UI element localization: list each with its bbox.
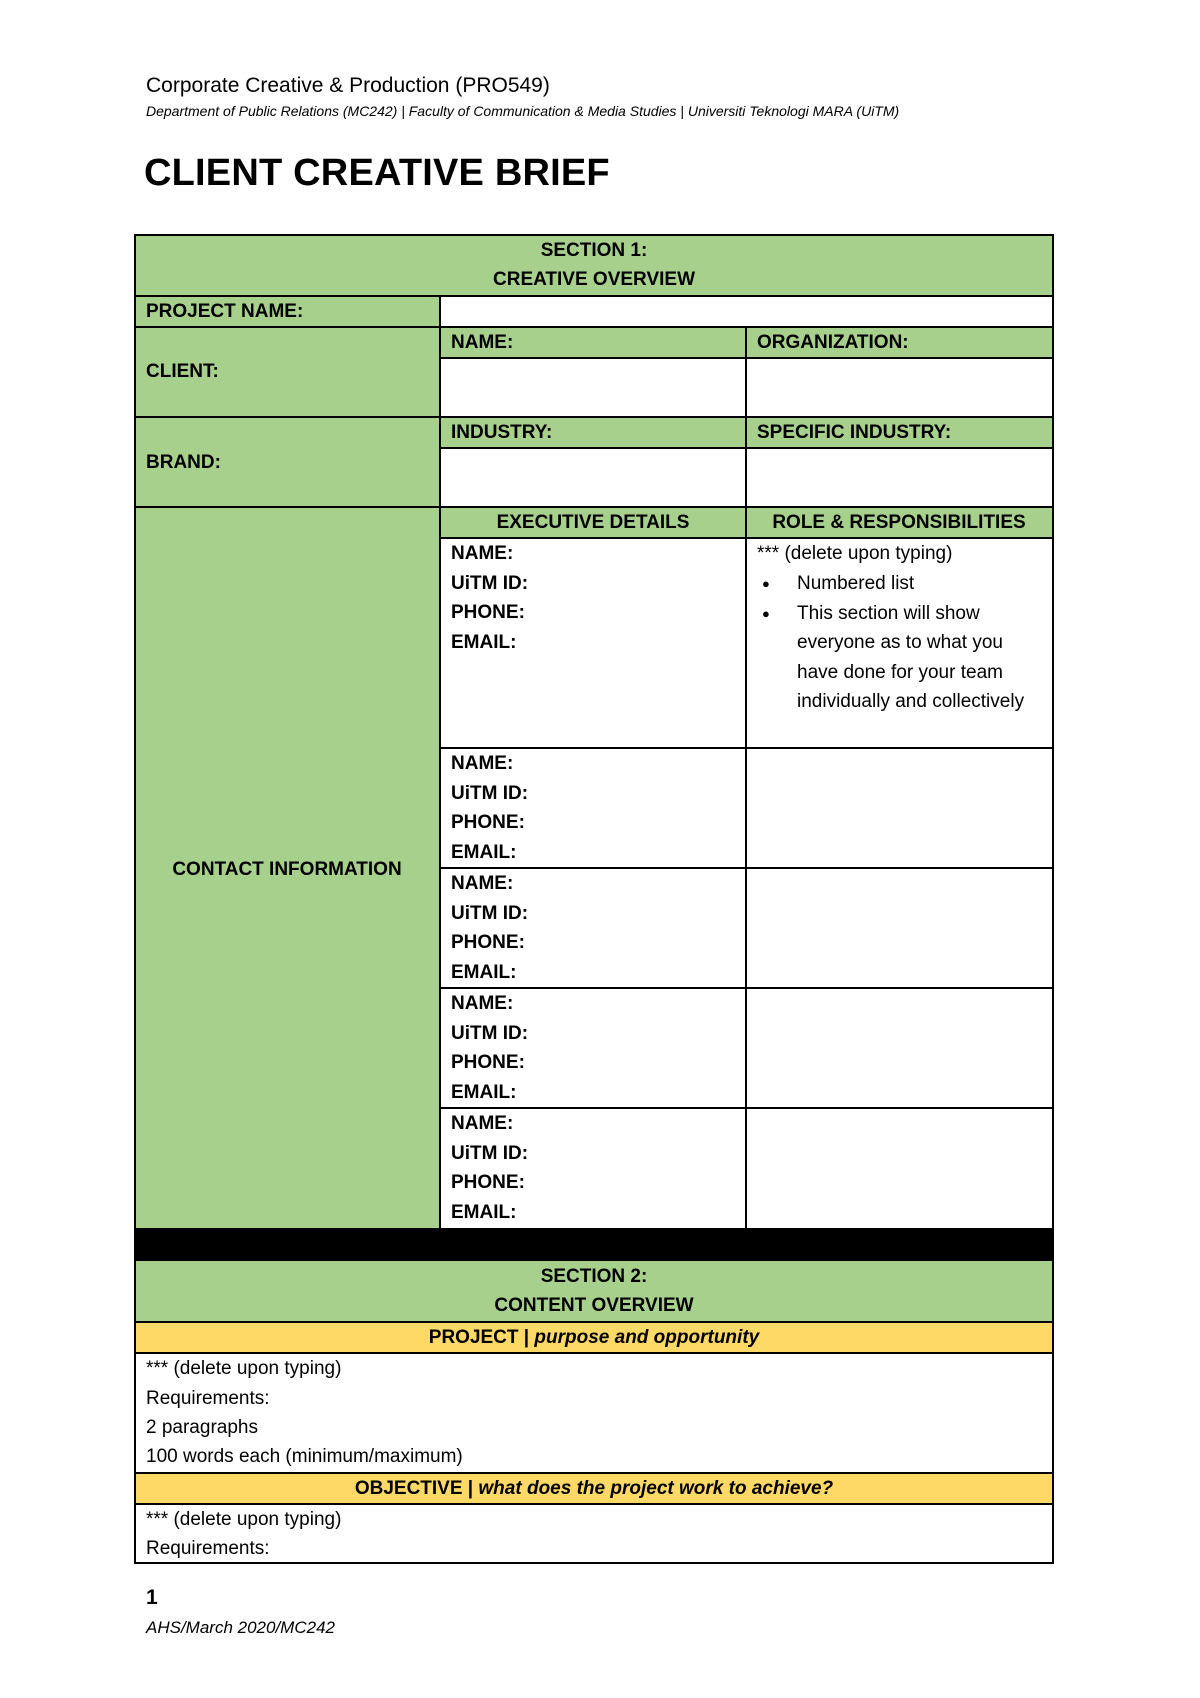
role-entry-3[interactable] [747,869,1052,987]
exec-uitm-id-label: UiTM ID: [451,1143,529,1164]
exec-email-label: EMAIL: [451,842,517,863]
exec-phone-label: PHONE: [451,1052,525,1073]
exec-email-label: EMAIL: [451,632,517,653]
role-entry-5[interactable] [747,1109,1052,1228]
specific-industry-label: SPECIFIC INDUSTRY: [757,422,952,443]
exec-email-label: EMAIL: [451,1082,517,1103]
project-bar-label: PROJECT | [428,1327,530,1348]
section-separator [134,1229,1052,1260]
exec-phone-label: PHONE: [451,812,525,833]
exec-name-label: NAME: [451,543,514,564]
role-note: *** (delete upon typing) [757,543,953,564]
project-bar-subtitle: purpose and opportunity [534,1327,760,1348]
table-rule [134,326,1054,328]
exec-phone-label: PHONE: [451,932,525,953]
exec-name-label: NAME: [451,1113,514,1134]
objective-line: Requirements: [146,1538,270,1559]
course-title: Corporate Creative & Production (PRO549) [146,74,550,97]
page-number: 1 [146,1586,158,1609]
section1-heading-line1: SECTION 1: [540,240,648,261]
role-entry-4[interactable] [747,989,1052,1107]
objective-bar-label: OBJECTIVE | [354,1478,474,1499]
role-entry-2[interactable] [747,749,1052,867]
table-rule [134,1259,1054,1261]
project-line: Requirements: [146,1388,270,1409]
exec-name-label: NAME: [451,753,514,774]
client-name-field[interactable] [441,359,745,416]
client-organization-field[interactable] [747,359,1052,416]
role-entry-1[interactable] [747,539,1052,747]
project-content-field[interactable] [136,1354,1052,1472]
section1-heading-line2: CREATIVE OVERVIEW [493,269,695,290]
project-line: *** (delete upon typing) [146,1358,342,1379]
client-organization-label: ORGANIZATION: [757,332,909,353]
contact-information-label: CONTACT INFORMATION [172,859,402,880]
exec-name-label: NAME: [451,993,514,1014]
client-name-label: NAME: [451,332,514,353]
objective-bar-subtitle: what does the project work to achieve? [478,1478,834,1499]
exec-uitm-id-label: UiTM ID: [451,1023,529,1044]
project-name-label: PROJECT NAME: [146,301,304,322]
exec-phone-label: PHONE: [451,602,525,623]
role-bullet-item: ● This section will show everyone as to what you have done for your team individually and collectively [757,599,1047,717]
project-line: 2 paragraphs [146,1417,258,1438]
executive-details-header: EXECUTIVE DETAILS [496,512,690,533]
section2-heading-line2: CONTENT OVERVIEW [494,1295,694,1316]
executive-entry-3[interactable] [441,869,745,987]
executive-entry-4[interactable] [441,989,745,1107]
role-bullet-item: ● Numbered list [757,569,1047,599]
industry-label: INDUSTRY: [451,422,553,443]
client-label: CLIENT: [146,361,219,382]
exec-uitm-id-label: UiTM ID: [451,903,529,924]
department-line: Department of Public Relations (MC242) | Faculty of Communication & Media Studies | Universiti Teknologi MARA (UiTM) [146,103,900,119]
objective-bar [134,1474,1054,1503]
document-title: CLIENT CREATIVE BRIEF [144,152,610,194]
footer-code: AHS/March 2020/MC242 [146,1618,335,1637]
table-rule [134,1562,1054,1564]
project-bar [134,1323,1054,1352]
industry-field[interactable] [441,449,745,506]
specific-industry-field[interactable] [747,449,1052,506]
objective-content-field[interactable] [136,1505,1052,1562]
table-rule [1052,234,1054,1564]
exec-uitm-id-label: UiTM ID: [451,783,529,804]
exec-phone-label: PHONE: [451,1172,525,1193]
project-line: 100 words each (minimum/maximum) [146,1446,463,1467]
brand-label: BRAND: [146,452,221,473]
executive-entry-2[interactable] [441,749,745,867]
role-responsibilities-header: ROLE & RESPONSIBILITIES [772,512,1026,533]
table-rule [134,1228,1054,1230]
project-name-field[interactable] [441,297,1052,326]
exec-name-label: NAME: [451,873,514,894]
role-bullet-list [757,569,1047,717]
exec-email-label: EMAIL: [451,1202,517,1223]
exec-uitm-id-label: UiTM ID: [451,573,529,594]
section2-heading-line1: SECTION 2: [540,1266,648,1287]
objective-line: *** (delete upon typing) [146,1509,342,1530]
exec-email-label: EMAIL: [451,962,517,983]
executive-entry-5[interactable] [441,1109,745,1228]
executive-entry-1[interactable] [441,539,745,747]
